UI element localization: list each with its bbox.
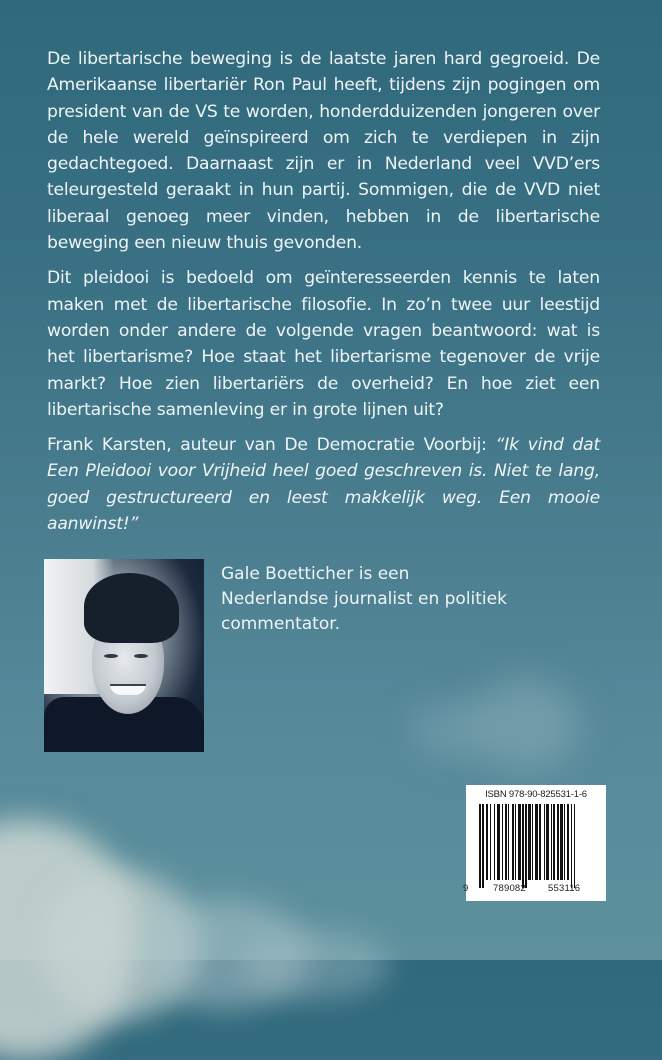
- photo-hair: [84, 573, 179, 643]
- barcode-lead-digit: 9: [463, 883, 469, 894]
- isbn-barcode: [463, 785, 606, 901]
- barcode-left-digits: 789082: [493, 883, 526, 894]
- photo-eye: [104, 654, 118, 658]
- author-photo: [44, 559, 204, 752]
- endorsement: [47, 432, 600, 537]
- cloud-decoration: [0, 820, 140, 1060]
- cloud-decoration: [240, 930, 390, 1000]
- endorsement-quote: “Ik vind dat Een Pleidooi voor Vrijheid heel goed geschreven is. Niet te lang, goed gestructureerd en leest makkelijk weg. Een mooie aanwinst!”: [47, 435, 601, 535]
- photo-smile: [110, 684, 146, 695]
- photo-eye: [134, 654, 148, 658]
- blurb-paragraph-2: Dit pleidooi is bedoeld om geïnteresseerden kennis te laten maken met de libertarische filosofie. In zo’n twee uur leestijd worden onder andere de volgende vragen beantwoord: wat is het libertarisme? Hoe staat het libertarisme tegenover de vrije markt? Hoe zien libertariërs de overheid? En hoe ziet een libertarische samenleving er in grote lijnen uit?: [47, 268, 600, 420]
- cloud-decoration: [140, 900, 310, 1010]
- blurb-paragraph-1: De libertarische beweging is de laatste jaren hard gegroeid. De Amerikaanse libertariër Ron Paul heeft, tijdens zijn pogingen om president van de VS te worden, honderdduizenden jongeren over de hele wereld geïnspireerd om zich te verdiepen in zijn gedachtegoed. Daarnaast zijn er in Nederland veel VVD’ers teleurgesteld geraakt in hun partij. Sommigen, die de VVD niet liberaal genoeg meer vinden, hebben in de libertarische beweging een nieuw thuis gevonden.: [47, 49, 600, 254]
- barcode-right-digits: 553116: [548, 883, 581, 894]
- isbn-label: ISBN 978-90-825531-1-6: [485, 789, 587, 800]
- author-bio: Gale Boetticher is een Nederlandse journalist en politiek commentator.: [221, 564, 507, 634]
- barcode-bars: [479, 804, 594, 884]
- cloud-decoration: [40, 870, 200, 1020]
- cloud-decoration: [470, 680, 580, 770]
- cloud-decoration: [410, 700, 490, 760]
- back-cover-blurb: [47, 46, 600, 546]
- endorsement-attribution: Frank Karsten, auteur van De Democratie Voorbij:: [47, 435, 496, 456]
